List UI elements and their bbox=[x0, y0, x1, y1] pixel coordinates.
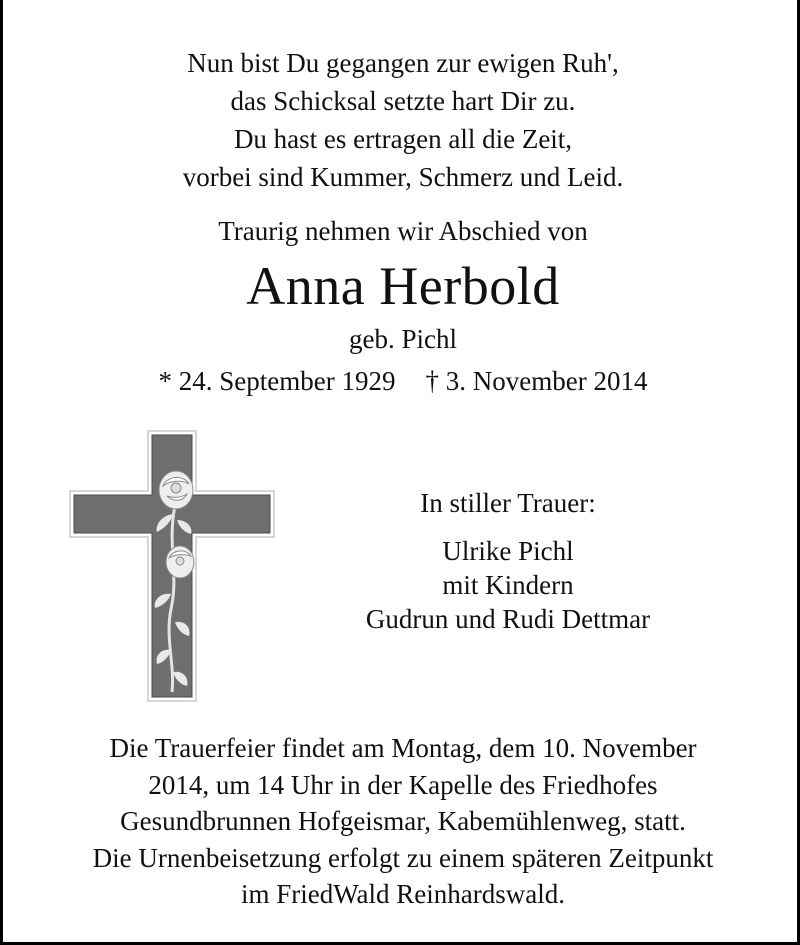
poem-line: Du hast es ertragen all die Zeit, bbox=[233, 124, 573, 154]
notice-line: Die Urnenbeisetzung erfolgt zu einem späteren Zeitpunkt bbox=[92, 842, 714, 873]
notice-line: Die Trauerfeier findet am Montag, dem 10. November bbox=[109, 733, 697, 763]
poem bbox=[3, 44, 800, 196]
mourner-line: mit Kindern bbox=[442, 570, 574, 600]
mourning-heading: In stiller Trauer: bbox=[420, 488, 596, 518]
mourner-line: Gudrun und Rudi Dettmar bbox=[365, 604, 651, 634]
farewell-intro: Traurig nehmen wir Abschied von bbox=[218, 216, 588, 246]
cross-with-rose-icon bbox=[63, 424, 281, 709]
poem-line: das Schicksal setzte hart Dir zu. bbox=[230, 86, 576, 116]
death-date: † 3. November 2014 bbox=[425, 366, 648, 396]
funeral-notice bbox=[3, 730, 800, 913]
deceased-name: Anna Herbold bbox=[246, 256, 560, 316]
maiden-name: geb. Pichl bbox=[349, 324, 457, 354]
notice-line: 2014, um 14 Uhr in der Kapelle des Friedhofes bbox=[148, 769, 658, 800]
notice-line: im FriedWald Reinhardswald. bbox=[240, 879, 565, 909]
birth-date: * 24. September 1929 bbox=[158, 366, 396, 396]
poem-line: Nun bist Du gegangen zur ewigen Ruh', bbox=[187, 48, 619, 78]
mourners-list bbox=[333, 534, 683, 636]
notice-line: Gesundbrunnen Hofgeismar, Kabemühlenweg, statt. bbox=[120, 806, 686, 836]
life-dates bbox=[3, 362, 800, 400]
poem-line: vorbei sind Kummer, Schmerz und Leid. bbox=[182, 162, 624, 192]
mourner-line: Ulrike Pichl bbox=[442, 536, 574, 566]
